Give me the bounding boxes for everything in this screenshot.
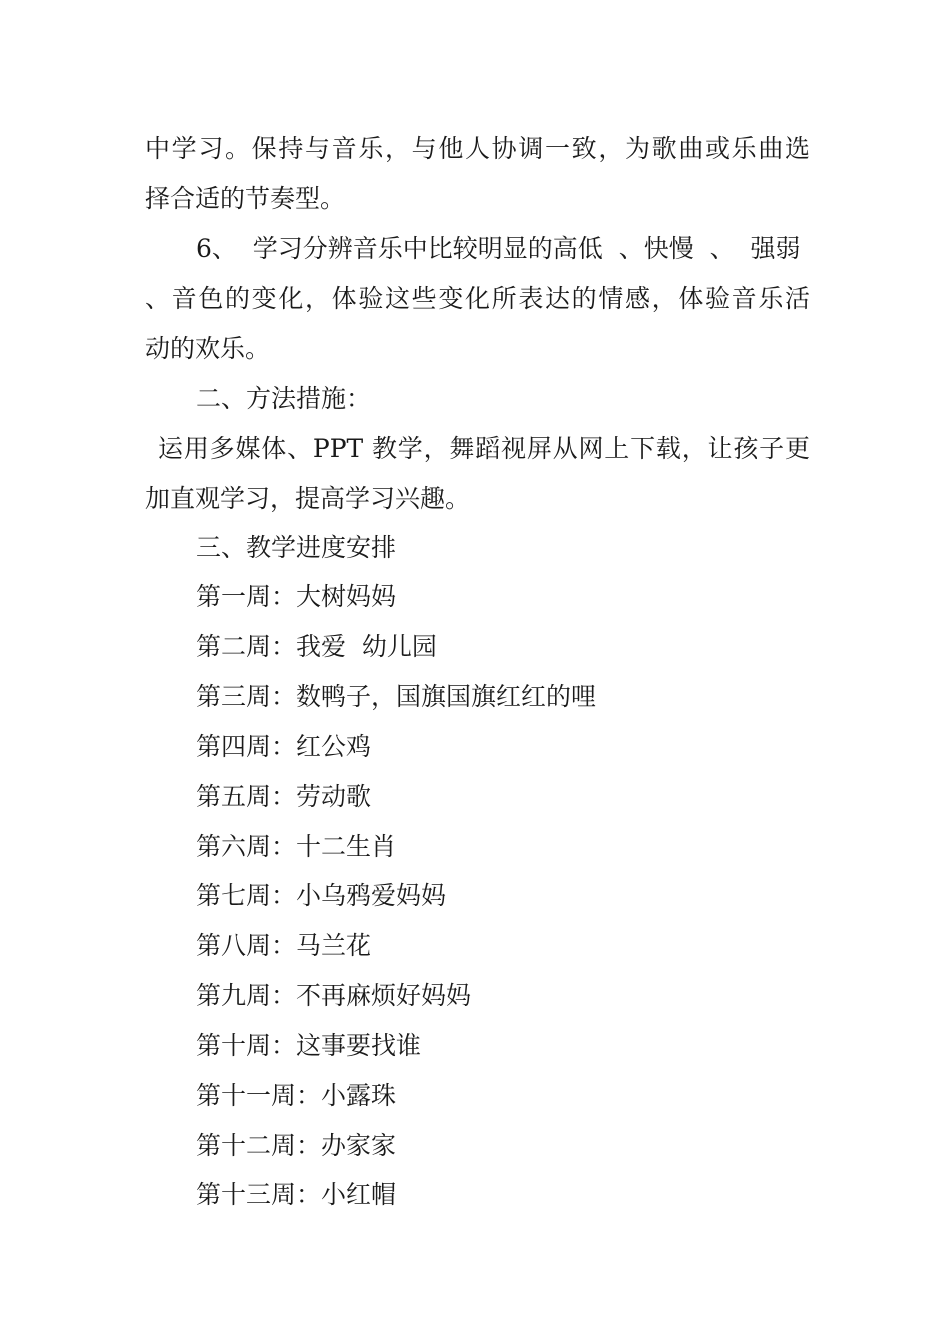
- paragraph-line: 运用多媒体、PPT 教学，舞蹈视屏从网上下载，让孩子更: [158, 434, 810, 463]
- schedule-item: 第四周：红公鸡: [196, 732, 372, 761]
- paragraph-line: 加直观学习，提高学习兴趣。: [145, 484, 471, 513]
- schedule-item: 第十一周：小露珠: [196, 1081, 397, 1110]
- schedule-item: 第九周：不再麻烦好妈妈: [196, 981, 472, 1010]
- schedule-item: 第五周：劳动歌: [196, 782, 372, 811]
- paragraph-line: 、音色的变化，体验这些变化所表达的情感，体验音乐活: [145, 284, 810, 313]
- section-heading: 二、方法措施：: [196, 384, 372, 413]
- paragraph-line: 择合适的节奏型。: [145, 184, 346, 213]
- schedule-item: 第六周：十二生肖: [196, 832, 397, 861]
- schedule-item: 第十周：这事要找谁: [196, 1031, 422, 1060]
- schedule-item: 第十三周：小红帽: [196, 1180, 397, 1209]
- schedule-item: 第二周：我爱 幼儿园: [196, 632, 437, 661]
- schedule-item: 第一周：大树妈妈: [196, 582, 397, 611]
- paragraph-line: 6、 学习分辨音乐中比较明显的高低 、快慢 、 强弱: [196, 234, 801, 263]
- schedule-item: 第八周：马兰花: [196, 931, 372, 960]
- section-heading: 三、教学进度安排: [196, 533, 397, 562]
- schedule-item: 第七周：小乌鸦爱妈妈: [196, 881, 447, 910]
- paragraph-line: 动的欢乐。: [145, 334, 271, 363]
- schedule-item: 第三周：数鸭子，国旗国旗红红的哩: [196, 682, 597, 711]
- schedule-item: 第十二周：办家家: [196, 1131, 397, 1160]
- paragraph-line: 中学习。保持与音乐，与他人协调一致，为歌曲或乐曲选: [145, 134, 810, 163]
